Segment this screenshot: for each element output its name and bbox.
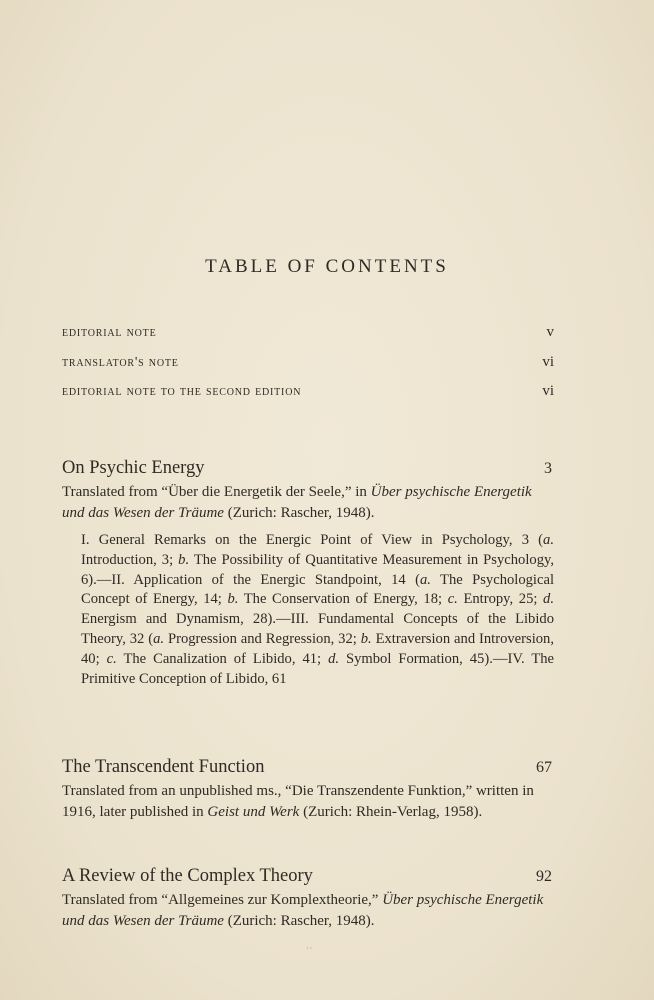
detail-text: Symbol Formation, 45).—IV. The Primitive Conception of Libido, 61 (81, 650, 555, 687)
desc-italic-title: Über psychische Energetik und das Wesen der Träume (62, 892, 544, 929)
entry-page: 67 (536, 759, 552, 776)
desc-italic-title: Geist und Werk (207, 803, 300, 820)
front-matter-page: v (546, 324, 554, 340)
detail-text: The Psychological Concept of Energy, 14; (81, 571, 555, 608)
entry-description (62, 781, 554, 822)
desc-text: (Zurich: Rhein-Verlag, 1958). (299, 803, 483, 820)
desc-text: Translated from “Über die Energetik der Seele,” in (62, 484, 371, 500)
detail-italic-letter: d. (543, 591, 554, 608)
desc-text: Translated from “Allgemeines zur Komplextheorie,” (62, 892, 383, 908)
front-matter-label: editorial note (62, 325, 157, 340)
decorative-dots: ·· (306, 944, 314, 953)
detail-text: Progression and Regression, 32; (164, 630, 361, 647)
entry-description (62, 482, 554, 523)
toc-entry (62, 458, 554, 689)
entry-heading (62, 458, 554, 479)
page-title: TABLE OF CONTENTS (205, 256, 449, 277)
front-matter-page: vi (542, 354, 554, 370)
detail-italic-letter: a. (419, 571, 431, 588)
entry-detail (62, 531, 554, 689)
detail-italic-letter: c. (447, 591, 458, 608)
toc-entry (62, 757, 554, 822)
entry-title: On Psychic Energy (62, 458, 205, 478)
desc-text: (Zurich: Rascher, 1948). (223, 504, 375, 521)
toc-entry (62, 866, 554, 931)
detail-italic-letter: b. (360, 630, 372, 647)
desc-text: (Zurich: Rascher, 1948). (223, 912, 375, 929)
detail-italic-letter: a. (153, 630, 165, 647)
entry-heading (62, 866, 554, 887)
front-matter-row (62, 354, 554, 371)
desc-italic-title: Über psychische Energetik und das Wesen der Träume (62, 484, 532, 521)
detail-text: The Possibility of Quantitative Measurement in Psychology, 6).—II. Application of the Energic Standpoint, 14 ( (81, 551, 554, 588)
entry-title: The Transcendent Function (62, 757, 265, 777)
detail-text: Energism and Dynamism, 28).—III. Fundamental Concepts of the Libido Theory, 32 ( (81, 611, 554, 647)
detail-italic-letter: b. (178, 551, 190, 568)
detail-italic-letter: d. (328, 650, 340, 667)
entry-heading (62, 757, 554, 778)
detail-italic-letter: c. (106, 650, 117, 667)
detail-text: Entropy, 25; (457, 591, 544, 608)
detail-text: The Conservation of Energy, 18; (238, 591, 448, 608)
front-matter-row (62, 324, 554, 341)
front-matter-row (62, 383, 554, 400)
entry-title: A Review of the Complex Theory (62, 866, 313, 886)
front-matter-label: translator's note (62, 355, 179, 370)
front-matter-label: editorial note to the second edition (62, 384, 302, 399)
detail-text: Extraversion and Introversion, 40; (81, 630, 554, 667)
detail-italic-letter: a. (543, 532, 554, 548)
detail-italic-letter: b. (227, 591, 239, 608)
front-matter-page: vi (542, 383, 554, 399)
detail-text: Introduction, 3; (81, 551, 179, 568)
desc-text: Translated from an unpublished ms., “Die Transzendente Funktion,” written in 1916, later published in (62, 783, 534, 820)
detail-text: I. General Remarks on the Energic Point of View in Psychology, 3 ( (81, 532, 544, 548)
entry-description (62, 890, 554, 931)
entry-page: 92 (536, 868, 552, 885)
entry-page: 3 (544, 460, 552, 477)
detail-text: The Canalization of Libido, 41; (116, 650, 329, 667)
